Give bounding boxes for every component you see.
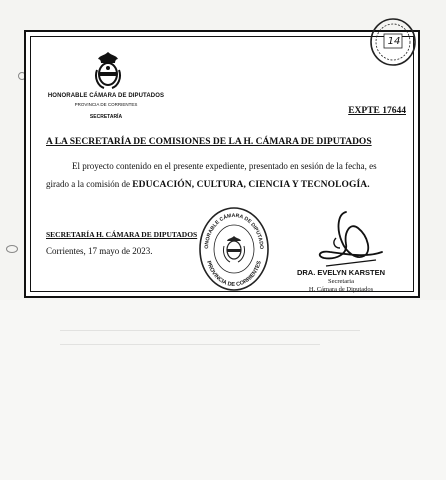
organization-name: HONORABLE CÁMARA DE DIPUTADOS <box>47 93 165 99</box>
seal-text-top: ONORABLE CÁMARA DE DIPUTADO <box>203 212 265 250</box>
signatory-role: Secretaria <box>328 278 354 285</box>
folio-number: 14 <box>387 36 401 47</box>
secretariat-label: SECRETARÍA H. CÁMARA DE DIPUTADOS <box>46 230 198 239</box>
lower-paper-area <box>0 300 446 480</box>
official-seal-icon <box>198 206 270 292</box>
commission-name: EDUCACIÓN, CULTURA, CIENCIA Y TECNOLOGÍA. <box>132 180 370 190</box>
bleed-through-line <box>60 344 320 345</box>
expediente-number: EXPTE 17644 <box>348 106 406 116</box>
seal-text-bottom: PROVINCIA DE CORRIENTES <box>205 260 263 289</box>
body-line-2-prefix: girado a la comisión de <box>46 179 133 189</box>
svg-text:HONORABLE CÁMARA DE DIPUTADOS <box>198 206 264 249</box>
organization-secretariat: SECRETARÍA <box>89 114 123 120</box>
body-line-2 <box>46 179 370 190</box>
document-heading: A LA SECRETARÍA DE COMISIONES DE LA H. CÁMARA DE DIPUTADOS <box>46 137 372 147</box>
handwritten-signature <box>306 208 386 270</box>
organization-province: PROVINCIA DE CORRIENTES <box>74 102 138 107</box>
punch-hole <box>6 245 18 253</box>
body-line-1: El proyecto contenido en el presente expediente, presentado en sesión de la fecha, es <box>72 161 377 171</box>
signatory-name: DRA. EVELYN KARSTEN <box>296 268 386 277</box>
place-and-date: Corrientes, 17 mayo de 2023. <box>46 246 153 256</box>
signatory-organization: H. Cámara de Diputados <box>308 286 374 293</box>
svg-text:PROVINCIA DE CORRIENTES <box>205 260 263 288</box>
coat-of-arms-icon <box>92 50 124 90</box>
document-card <box>24 30 420 298</box>
bleed-through-line <box>60 330 360 331</box>
